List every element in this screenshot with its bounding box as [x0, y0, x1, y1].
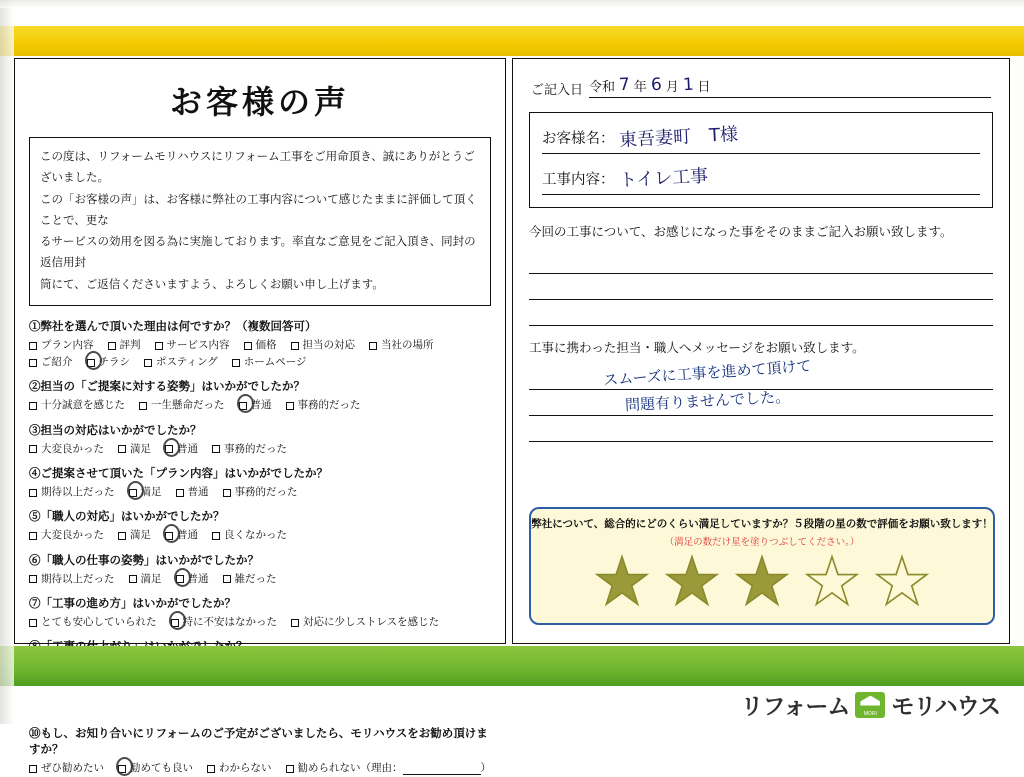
question-options-row [29, 441, 493, 458]
option-checkbox[interactable] [286, 760, 492, 777]
option-label: 事務的だった [234, 486, 298, 499]
right-column [512, 58, 1010, 644]
option-checkbox[interactable] [291, 614, 439, 631]
option-label: ホームページ [243, 356, 307, 369]
option-checkbox[interactable] [29, 337, 94, 354]
option-label: 事務的だった [297, 399, 361, 412]
message-write-area[interactable] [529, 356, 993, 442]
option-label: 雑だった [234, 572, 277, 585]
checkbox-icon[interactable] [291, 342, 299, 350]
question-title: ①弊社を選んで頂いた理由は何ですか？（複数回答可） [29, 320, 317, 333]
logo-mark-sub: MORI [863, 710, 877, 717]
option-label: 普通 [187, 486, 209, 499]
star-filled-icon[interactable] [664, 554, 720, 608]
option-checkbox[interactable] [369, 337, 434, 354]
handwritten-message-line-2: 問題有りませんでした。 [624, 387, 791, 415]
option-label: 評判 [119, 338, 141, 351]
logo-text-morihouse: モリハウス [891, 693, 1000, 719]
customer-name-label: お客様名： [542, 131, 615, 147]
option-checkbox[interactable] [118, 527, 151, 544]
checkbox-icon[interactable] [176, 489, 184, 497]
work-content-label: 工事内容： [542, 172, 615, 188]
option-label: 価格 [255, 338, 277, 351]
option-checkbox[interactable] [29, 354, 73, 371]
option-label-close: ） [480, 761, 491, 774]
question-title: ②担当の「ご提案に対する姿勢」はいかがでしたか？ [29, 381, 305, 394]
option-label: 満足 [130, 442, 151, 455]
checkbox-icon[interactable] [286, 765, 294, 773]
checkbox-icon[interactable] [165, 532, 173, 540]
star-filled-icon[interactable] [594, 554, 650, 608]
checkbox-icon[interactable] [155, 342, 163, 350]
option-checkbox[interactable] [244, 337, 277, 354]
prompt-message: 工事に携わった担当・職人へメッセージをお願い致します。 [529, 341, 865, 355]
checkbox-icon[interactable] [207, 765, 215, 773]
option-label: 期待以上だった [41, 486, 115, 499]
customer-name-row[interactable] [542, 123, 980, 154]
checkbox-icon[interactable] [29, 359, 37, 367]
option-checkbox[interactable] [29, 571, 115, 588]
option-label: 普通 [187, 572, 209, 585]
option-checkbox[interactable] [29, 484, 115, 501]
top-yellow-band-gradient [0, 26, 1024, 56]
date-underline[interactable] [589, 75, 991, 98]
checkbox-icon[interactable] [369, 342, 377, 350]
option-checkbox[interactable] [223, 571, 277, 588]
option-label: 大変良かった [41, 442, 104, 455]
checkbox-icon[interactable] [118, 765, 126, 773]
option-label: 当社の場所 [381, 338, 434, 351]
intro-line: 筒にて、ご返信くださいますよう、よろしくお願い申し上げます。 [40, 278, 384, 291]
option-checkbox[interactable] [29, 441, 104, 458]
checkbox-icon[interactable] [176, 575, 184, 583]
option-label: 担当の対応 [302, 338, 355, 351]
option-label: 満足 [140, 486, 162, 499]
option-checkbox[interactable] [108, 337, 141, 354]
option-label: 期待以上だった [41, 572, 115, 585]
prompt-impressions: 今回の工事について、お感じになった事をそのままご記入お願い致します。 [529, 225, 953, 239]
write-line[interactable] [529, 300, 993, 326]
option-label: ぜひ勧めたい [41, 761, 104, 774]
checkbox-icon[interactable] [171, 619, 179, 627]
option-checkbox[interactable] [29, 760, 104, 777]
handwritten-message-line-1: スムーズに工事を進めて頂けて [602, 356, 812, 390]
checkbox-icon[interactable] [239, 402, 247, 410]
intro-line: この度は、リフォームモリハウスにリフォーム工事をご用命頂き、誠にありがとうございました。 [40, 151, 475, 185]
star-rating[interactable] [531, 554, 993, 608]
option-label: 普通 [250, 399, 272, 412]
option-label: ポスティング [156, 356, 218, 369]
option-checkbox[interactable] [129, 571, 162, 588]
checkbox-icon[interactable] [165, 445, 173, 453]
checkbox-icon[interactable] [212, 445, 220, 453]
option-label: プラン内容 [41, 338, 94, 351]
option-checkbox[interactable] [212, 441, 287, 458]
question-title: ⑩もし、お知り合いにリフォームのご予定がございましたら、モリハウスをお勧め頂けますか？ [29, 727, 488, 756]
checkbox-icon[interactable] [129, 489, 137, 497]
date-year-unit: 年 [633, 79, 647, 94]
option-checkbox[interactable] [223, 484, 298, 501]
option-checkbox[interactable] [87, 354, 131, 371]
date-day-value: 1 [682, 74, 695, 96]
option-checkbox[interactable] [139, 397, 225, 414]
checkbox-icon[interactable] [291, 619, 299, 627]
option-label: 一生懸命だった [151, 399, 225, 412]
checkbox-icon[interactable] [29, 342, 37, 350]
checkbox-icon[interactable] [29, 619, 37, 627]
checkbox-icon[interactable] [118, 532, 126, 540]
left-column [14, 58, 506, 774]
option-checkbox[interactable] [212, 527, 287, 544]
write-line[interactable] [529, 416, 993, 442]
date-day-unit: 日 [697, 79, 711, 94]
scan-edge-top [0, 0, 1024, 8]
rating-title: 弊社について、総合的にどのくらい満足していますか？５段階の星の数で評価をお願い致します！ [531, 518, 993, 530]
option-checkbox[interactable] [29, 527, 104, 544]
checkbox-icon[interactable] [212, 532, 220, 540]
logo-text-reform: リフォーム [740, 693, 850, 719]
option-checkbox[interactable] [29, 397, 125, 414]
option-checkbox[interactable] [286, 397, 361, 414]
option-checkbox[interactable] [239, 397, 272, 414]
question-block [29, 552, 493, 588]
checkbox-icon[interactable] [29, 402, 37, 410]
question-options-row [29, 571, 493, 588]
option-label: ご紹介 [41, 356, 73, 369]
question-block [29, 595, 493, 631]
option-checkbox[interactable] [232, 354, 307, 371]
checkbox-icon[interactable] [108, 342, 116, 350]
write-line[interactable] [529, 248, 993, 274]
question-title: ⑦「工事の進め方」はいかがでしたか？ [29, 598, 236, 611]
checkbox-icon[interactable] [87, 359, 95, 367]
date-year-value: 7 [618, 74, 631, 96]
date-month-unit: 月 [665, 79, 679, 94]
checkbox-icon[interactable] [232, 359, 240, 367]
option-checkbox[interactable] [176, 484, 209, 501]
work-content-value: トイレ工事 [618, 165, 709, 192]
option-label: 満足 [130, 529, 151, 542]
question-options-row [29, 337, 493, 354]
option-label: 対応に少しストレスを感じた [303, 616, 440, 629]
option-label: 満足 [140, 572, 162, 585]
option-checkbox[interactable] [118, 441, 151, 458]
option-label: 事務的だった [224, 442, 287, 455]
option-checkbox[interactable] [165, 527, 198, 544]
rating-subtitle: （満足の数だけ星を塗りつぶしてください。） [664, 537, 860, 548]
option-label: わからない [219, 761, 272, 774]
option-label: 良くなかった [224, 529, 287, 542]
customer-info-box [529, 112, 993, 208]
star-filled-icon[interactable] [734, 554, 790, 608]
question-block [29, 318, 493, 372]
intro-line: るサービスの効用を図る為に実施しております。率直なご意見をご記入頂き、同封の返信用封 [40, 236, 476, 270]
option-checkbox[interactable] [171, 614, 278, 631]
option-label: チラシ [98, 356, 130, 369]
question-options-row [29, 614, 493, 631]
option-label: 勧めても良い [130, 761, 193, 774]
checkbox-icon[interactable] [29, 765, 37, 773]
option-label: 普通 [177, 529, 198, 542]
company-logo [741, 688, 1000, 721]
option-label: 勧められない（理由： [297, 761, 403, 774]
question-options-row [29, 527, 493, 544]
work-content-row[interactable] [542, 164, 980, 195]
question-options-row [29, 397, 493, 414]
question-title: ⑥「職人の仕事の姿勢」はいかがでしたか？ [29, 554, 259, 567]
date-label: ご記入日 [531, 82, 584, 97]
checkbox-icon[interactable] [223, 489, 231, 497]
checkbox-icon[interactable] [286, 402, 294, 410]
question-title: ⑤「職人の対応」はいかがでしたか？ [29, 511, 225, 524]
option-checkbox[interactable] [118, 760, 193, 777]
date-row [531, 75, 991, 104]
star-empty-icon[interactable] [804, 554, 860, 608]
star-empty-icon[interactable] [874, 554, 930, 608]
top-yellow-band [0, 26, 1024, 56]
question-options-row [29, 760, 493, 777]
question-block [29, 378, 493, 414]
rating-box [529, 507, 995, 625]
checkbox-icon[interactable] [29, 532, 37, 540]
option-checkbox[interactable] [207, 760, 272, 777]
fill-in-line[interactable] [403, 763, 481, 775]
question-block [29, 725, 493, 777]
checkbox-icon[interactable] [118, 445, 126, 453]
intro-line: この「お客様の声」は、お客様に弊社の工事内容について感じたままに評価して頂くことで、更な [40, 193, 477, 227]
checkbox-icon[interactable] [223, 575, 231, 583]
intro-box [29, 137, 491, 306]
question-block [29, 422, 493, 458]
option-checkbox[interactable] [155, 337, 230, 354]
option-label: 大変良かった [41, 529, 104, 542]
option-label: サービス内容 [166, 338, 230, 351]
option-checkbox[interactable] [176, 571, 209, 588]
era-label: 令和 [589, 79, 616, 94]
question-block [29, 465, 493, 501]
checkbox-icon[interactable] [244, 342, 252, 350]
question-block [29, 508, 493, 544]
option-checkbox[interactable] [291, 337, 356, 354]
option-label: とても安心していられた [41, 616, 157, 629]
option-checkbox[interactable] [165, 441, 198, 458]
customer-name-value: 東吾妻町 T様 [618, 123, 739, 152]
question-options-row [29, 354, 493, 371]
bottom-green-band [0, 646, 1024, 686]
option-label: 特に不安はなかった [182, 616, 277, 629]
scan-edge-left [0, 0, 14, 724]
question-title: ④ご提案させて頂いた「プラン内容」はいかがでしたか？ [29, 468, 328, 481]
checkbox-icon[interactable] [29, 575, 37, 583]
question-options-row [29, 484, 493, 501]
page-title: お客様の声 [169, 84, 350, 120]
option-checkbox[interactable] [144, 354, 218, 371]
date-month-value: 6 [650, 74, 663, 96]
checkbox-icon[interactable] [29, 445, 37, 453]
option-checkbox[interactable] [29, 614, 157, 631]
checkbox-icon[interactable] [139, 402, 147, 410]
impressions-write-area[interactable] [529, 248, 993, 326]
house-icon [855, 692, 885, 718]
option-checkbox[interactable] [129, 484, 162, 501]
option-label: 普通 [177, 442, 198, 455]
option-label: 十分誠意を感じた [41, 399, 125, 412]
checkbox-icon[interactable] [129, 575, 137, 583]
write-line[interactable] [529, 274, 993, 300]
checkbox-icon[interactable] [29, 489, 37, 497]
question-title: ③担当の対応はいかがでしたか？ [29, 424, 202, 437]
checkbox-icon[interactable] [144, 359, 152, 367]
